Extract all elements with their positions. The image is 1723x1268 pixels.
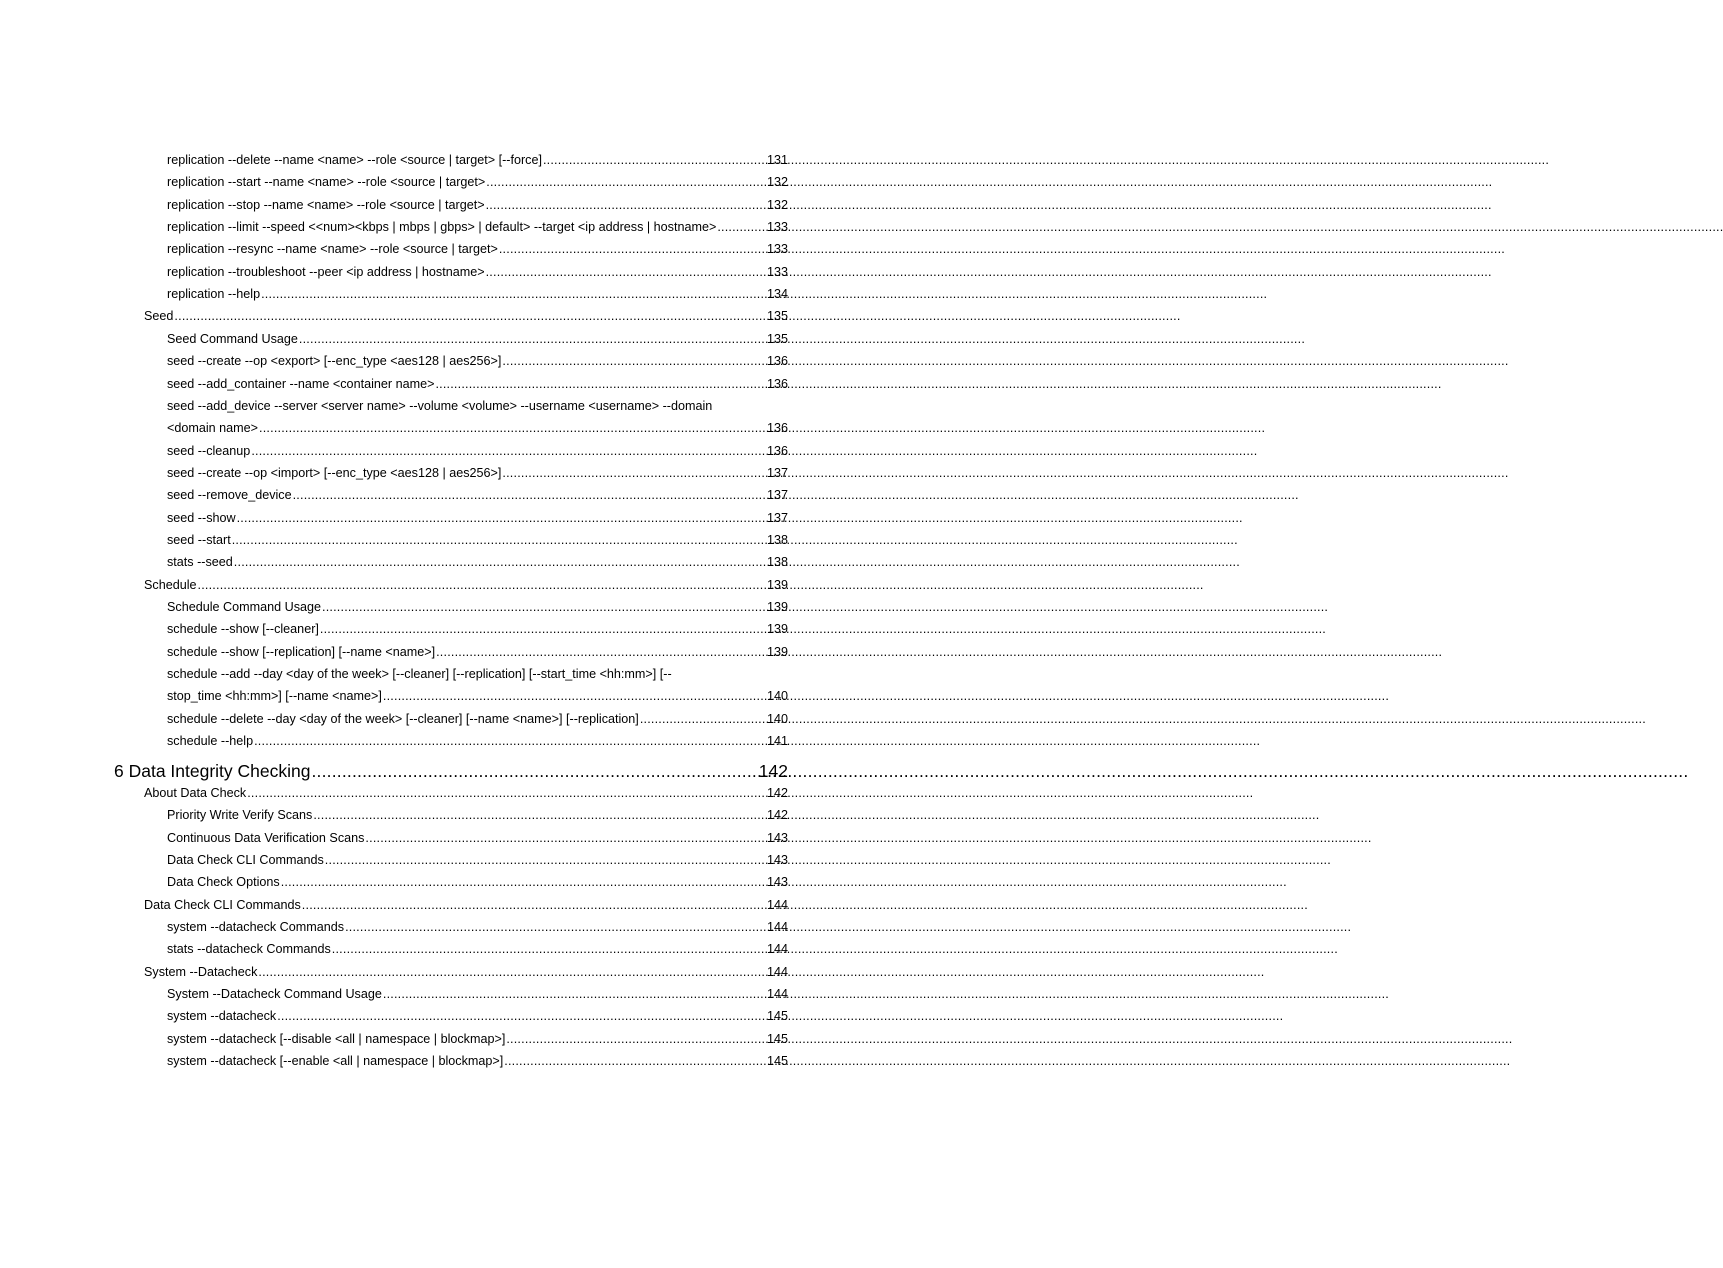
toc-entry-title: seed --remove_device	[167, 488, 292, 503]
toc-dot-leader	[486, 174, 766, 190]
toc-dot-leader	[232, 532, 766, 548]
toc-page-number: 144	[766, 919, 788, 934]
toc-entry-title: system --datacheck Commands	[167, 919, 345, 934]
toc-dot-leader	[502, 353, 766, 369]
toc-entry[interactable]	[167, 807, 788, 823]
toc-entry[interactable]	[167, 666, 788, 682]
toc-entry[interactable]	[144, 785, 788, 801]
toc-entry[interactable]	[167, 644, 788, 660]
toc-entry[interactable]	[167, 331, 788, 347]
toc-entry-title: Seed	[144, 309, 174, 324]
toc-page-number: 137	[766, 510, 788, 525]
toc-entry[interactable]	[167, 286, 788, 302]
toc-entry[interactable]	[167, 174, 788, 190]
toc-dot-leader	[234, 554, 766, 570]
toc-page-number: 145	[766, 1031, 788, 1046]
toc-entry-title: replication --delete --name <name> --role <source | target> [--force]	[167, 153, 542, 167]
toc-entry[interactable]	[167, 241, 788, 257]
toc-entry-title: Data Check Options	[167, 875, 280, 890]
toc-entry-title: stats --datacheck Commands	[167, 942, 331, 957]
toc-entry[interactable]	[167, 874, 788, 890]
toc-page-number: 136	[766, 376, 788, 391]
toc-entry-title: Continuous Data Verification Scans	[167, 830, 365, 845]
toc-dot-leader	[436, 644, 766, 660]
toc-dot-leader	[435, 376, 766, 392]
toc-dot-leader	[345, 919, 766, 935]
toc-entry[interactable]	[167, 420, 788, 436]
toc-entry-title: seed --cleanup	[167, 443, 251, 458]
toc-dot-leader	[320, 621, 766, 637]
toc-page-number: 137	[766, 465, 788, 480]
toc-entry-title: Data Check CLI Commands	[167, 852, 324, 867]
toc-entry-title: seed --create --op <export> [--enc_type <aes128 | aes256>]	[167, 354, 502, 369]
toc-entry[interactable]	[167, 986, 788, 1002]
toc-page-number: 132	[766, 197, 788, 212]
toc-dot-leader	[506, 1031, 766, 1047]
toc-page-number: 144	[766, 986, 788, 1001]
toc-dot-leader	[174, 308, 766, 324]
toc-entry[interactable]	[144, 897, 788, 913]
toc-entry[interactable]	[167, 621, 788, 637]
toc-dot-leader	[322, 599, 766, 615]
toc-entry-title: replication --help	[167, 287, 261, 302]
toc-dot-leader	[486, 197, 766, 213]
toc-entry[interactable]	[167, 1053, 788, 1069]
toc-entry-title: System --Datacheck	[144, 964, 258, 979]
toc-page-number: 144	[766, 897, 788, 912]
toc-dot-leader	[247, 785, 766, 801]
toc-entry-title: seed --show	[167, 510, 236, 525]
toc-dot-leader	[259, 420, 766, 436]
toc-page-number: 136	[766, 354, 788, 369]
toc-dot-leader	[261, 286, 766, 302]
toc-entry-title: Data Check CLI Commands	[144, 897, 301, 912]
toc-entry-title: system --datacheck	[167, 1009, 277, 1024]
toc-page-number: 140	[766, 711, 788, 726]
toc-entry[interactable]	[167, 688, 788, 704]
toc-entry[interactable]	[167, 465, 788, 481]
toc-entry-title: seed --create --op <import> [--enc_type <aes128 | aes256>]	[167, 465, 502, 480]
toc-entry-title: replication --stop --name <name> --role <source | target>	[167, 197, 485, 212]
toc-dot-leader	[277, 1008, 766, 1024]
toc-entry-title: replication --troubleshoot --peer <ip address | hostname>	[167, 264, 485, 279]
toc-entry[interactable]	[167, 152, 788, 168]
toc-page-number: 136	[766, 443, 788, 458]
toc-page-number: 138	[766, 532, 788, 547]
toc-entry[interactable]	[167, 733, 788, 749]
toc-page-number: 142	[758, 761, 788, 782]
toc-dot-leader	[499, 241, 766, 257]
toc-dot-leader	[237, 510, 766, 526]
toc-entry-title: 6 Data Integrity Checking	[114, 761, 311, 782]
toc-entry[interactable]	[167, 443, 788, 459]
toc-dot-leader	[383, 688, 766, 704]
toc-entry[interactable]	[167, 830, 788, 846]
toc-entry[interactable]	[167, 353, 788, 369]
toc-page-number: 143	[766, 875, 788, 890]
toc-dot-leader	[502, 465, 766, 481]
toc-page-number: 135	[766, 331, 788, 346]
toc-entry-title: System --Datacheck Command Usage	[167, 986, 382, 1001]
toc-page-number: 134	[766, 287, 788, 302]
toc-dot-leader	[293, 487, 766, 503]
toc-entry-title: Schedule Command Usage	[167, 600, 322, 614]
toc-entry-title: Priority Write Verify Scans	[167, 808, 313, 823]
toc-entry-title: seed --add_device --server <server name> --volume <volume> --username <username> --domain	[167, 398, 713, 413]
toc-page-number: 133	[766, 242, 788, 257]
toc-dot-leader	[365, 830, 766, 846]
toc-dot-leader	[258, 964, 766, 980]
toc-entry-title: schedule --delete --day <day of the week> [--cleaner] [--name <name>] [--replication]	[167, 711, 639, 726]
toc-entry[interactable]	[144, 964, 788, 980]
toc-page-number: 136	[766, 421, 788, 436]
toc-page-number: 138	[766, 555, 788, 570]
toc-page-number: 144	[766, 964, 788, 979]
toc-dot-leader	[302, 897, 766, 913]
toc-page-number: 133	[766, 220, 788, 235]
toc-entry-title: replication --start --name <name> --role <source | target>	[167, 175, 486, 190]
toc-page-number: 142	[766, 785, 788, 800]
toc-dot-leader	[486, 264, 766, 280]
toc-entry-title: replication --limit --speed <<num><kbps | mbps | gbps> | default> --target <ip address | hostname>	[167, 220, 717, 235]
toc-entry-title: Seed Command Usage	[167, 331, 298, 346]
toc-page-number: 139	[766, 644, 788, 659]
toc-page-number: 139	[766, 577, 788, 592]
toc-entry-title: schedule --show [--replication] [--name <name>]	[167, 644, 436, 659]
toc-entry-title: schedule --add --day <day of the week> [--cleaner] [--replication] [--start_time <hh:mm>] [--	[167, 667, 672, 682]
toc-entry[interactable]	[167, 599, 788, 615]
toc-dot-leader	[251, 443, 766, 459]
toc-dot-leader	[281, 874, 766, 890]
toc-dot-leader	[254, 733, 766, 749]
toc-page-number: 132	[766, 175, 788, 190]
toc-page-number: 135	[766, 309, 788, 324]
toc-dot-leader	[717, 219, 766, 235]
toc-entry-title: stats --seed	[167, 555, 233, 570]
toc-entry[interactable]	[167, 219, 788, 235]
toc-page-number: 139	[766, 622, 788, 637]
toc-page-number: 142	[766, 808, 788, 823]
toc-dot-leader	[325, 852, 766, 868]
toc-entry[interactable]	[167, 1008, 788, 1024]
toc-entry-title: seed --add_container --name <container name>	[167, 376, 435, 391]
toc-entry[interactable]	[167, 852, 788, 868]
toc-dot-leader	[312, 760, 758, 782]
toc-page-number: 141	[766, 734, 788, 749]
toc-entry[interactable]	[167, 941, 788, 957]
toc-entry[interactable]	[167, 398, 788, 414]
toc-dot-leader	[504, 1053, 766, 1069]
toc-page-number: 139	[766, 600, 788, 614]
toc-dot-leader	[332, 941, 766, 957]
toc-entry[interactable]	[167, 711, 788, 727]
toc-entry-title: Schedule	[144, 577, 197, 592]
toc-entry[interactable]	[167, 197, 788, 213]
toc-entry[interactable]	[167, 554, 788, 570]
toc-dot-leader	[383, 986, 766, 1002]
toc-dot-leader	[640, 711, 766, 727]
toc-entry[interactable]	[167, 1031, 788, 1047]
toc-entry[interactable]	[167, 376, 788, 392]
toc-entry-title: <domain name>	[167, 421, 259, 436]
toc-entry[interactable]	[167, 532, 788, 548]
toc-entry[interactable]	[167, 919, 788, 935]
toc-entry-title: seed --start	[167, 532, 231, 547]
toc-entry[interactable]	[144, 308, 788, 324]
toc-page-number: 137	[766, 488, 788, 503]
toc-dot-leader	[543, 152, 766, 168]
toc-entry[interactable]	[167, 510, 788, 526]
toc-page-number: 144	[766, 942, 788, 957]
toc-entry-title: system --datacheck [--enable <all | namespace | blockmap>]	[167, 1054, 504, 1068]
toc-page-number: 145	[766, 1054, 788, 1068]
toc-dot-leader	[313, 807, 766, 823]
toc-chapter-entry[interactable]	[114, 760, 788, 782]
toc-entry-title: About Data Check	[144, 785, 247, 800]
toc-entry[interactable]	[167, 264, 788, 280]
toc-page-number: 133	[766, 264, 788, 279]
toc-entry-title: replication --resync --name <name> --role <source | target>	[167, 242, 498, 257]
toc-entry[interactable]	[144, 577, 788, 593]
toc-dot-leader	[198, 577, 766, 593]
toc-page-number: 140	[766, 689, 788, 704]
toc-page-number: 143	[766, 852, 788, 867]
toc-page-number: 131	[766, 153, 788, 167]
toc-entry-title: schedule --show [--cleaner]	[167, 622, 319, 637]
toc-page-number: 143	[766, 830, 788, 845]
toc-page-number: 145	[766, 1009, 788, 1024]
toc-entry-title: system --datacheck [--disable <all | namespace | blockmap>]	[167, 1031, 506, 1046]
toc-entry-title: schedule --help	[167, 734, 254, 749]
toc-dot-leader	[299, 331, 766, 347]
toc-entry[interactable]	[167, 487, 788, 503]
toc-entry-title: stop_time <hh:mm>] [--name <name>]	[167, 689, 382, 704]
